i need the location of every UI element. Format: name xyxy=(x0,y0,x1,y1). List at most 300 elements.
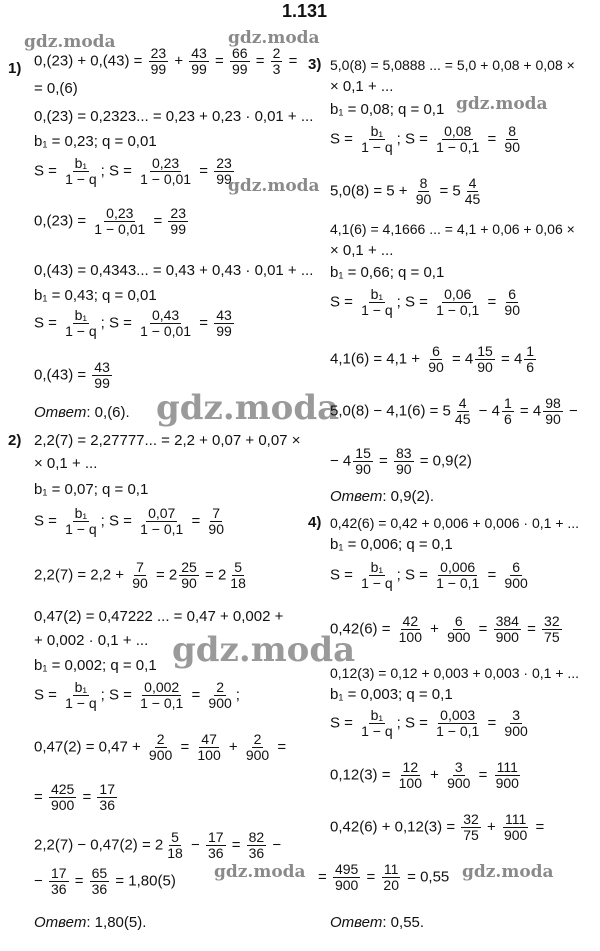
text: = 4 xyxy=(519,402,542,420)
problem-number: 3) xyxy=(308,56,322,73)
text: = xyxy=(277,738,287,756)
fraction xyxy=(92,206,147,237)
denominator: 90 xyxy=(415,191,432,207)
equation-line: 2,2(7) = 2,27777... = 2,2 + 0,07 + 0,07 × xyxy=(34,432,301,449)
denominator: 900 xyxy=(495,775,519,791)
text: = xyxy=(487,566,497,584)
denominator: 1 − q xyxy=(361,575,393,591)
answer-label: Ответ xyxy=(34,914,87,931)
denominator: 90 xyxy=(504,302,520,318)
denominator: 1 − 0,01 xyxy=(140,323,192,339)
denominator: 1 − q xyxy=(361,302,393,318)
sum-formula xyxy=(34,506,228,537)
text: = 4 xyxy=(501,350,523,368)
numerator: b₁ xyxy=(370,286,384,302)
denominator: 90 xyxy=(181,575,197,591)
fraction xyxy=(359,560,395,591)
text: = xyxy=(231,836,241,854)
numerator: b₁ xyxy=(74,505,88,521)
numerator: 7 xyxy=(136,559,144,575)
numerator: 2 xyxy=(156,731,165,747)
denominator: 1 − q xyxy=(65,171,97,187)
text: ; S = xyxy=(100,314,132,332)
text: + xyxy=(430,766,439,784)
denominator: 90 xyxy=(355,461,371,477)
numerator: 23 xyxy=(170,205,186,221)
denominator: 100 xyxy=(398,775,422,791)
numerator: 495 xyxy=(334,861,359,877)
numerator: 66 xyxy=(231,45,248,61)
fraction xyxy=(179,560,199,591)
fraction xyxy=(130,560,150,591)
equation-line: b₁ = 0,66; q = 0,1 xyxy=(330,264,445,281)
fraction xyxy=(92,360,112,391)
text: = xyxy=(379,452,388,470)
text: − xyxy=(191,836,200,854)
denominator: 36 xyxy=(248,845,265,861)
answer-value: : 1,80(5). xyxy=(86,914,147,931)
numerator: 98 xyxy=(545,395,561,411)
text: = 5 xyxy=(439,182,461,200)
text: = xyxy=(191,686,201,704)
numerator: 1 xyxy=(526,343,535,359)
fraction xyxy=(397,760,424,791)
text: = 0,9(2) xyxy=(419,452,472,470)
numerator: 43 xyxy=(216,307,232,323)
numerator: 6 xyxy=(454,613,463,629)
numerator: 6 xyxy=(512,559,520,575)
denominator: 900 xyxy=(334,877,359,893)
text: = xyxy=(487,293,497,311)
numerator: b₁ xyxy=(370,123,384,139)
equation-line xyxy=(34,732,286,763)
fraction xyxy=(244,732,271,763)
denominator: 1 − q xyxy=(65,521,97,537)
text: = 0,55 xyxy=(407,868,450,886)
answer xyxy=(34,404,130,422)
answer-label: Ответ xyxy=(330,488,383,505)
text: = xyxy=(527,620,536,638)
answer-value: : 0,55. xyxy=(382,914,425,931)
numerator: 0,06 xyxy=(444,286,472,302)
equation-line: × 0,1 + ... xyxy=(330,78,394,95)
fraction xyxy=(494,614,521,645)
equation-line: b₁ = 0,43; q = 0,01 xyxy=(34,287,157,304)
text: S = xyxy=(330,130,353,148)
denominator: 1 − q xyxy=(65,695,97,711)
denominator: 99 xyxy=(231,61,248,77)
denominator: 900 xyxy=(208,695,232,711)
numerator: 4 xyxy=(468,175,477,191)
numerator: 17 xyxy=(50,865,67,881)
denominator: 1 − q xyxy=(361,723,393,739)
text: ; S = xyxy=(396,293,428,311)
numerator: 43 xyxy=(191,45,207,61)
denominator: 45 xyxy=(464,191,481,207)
text: = xyxy=(478,766,488,784)
numerator: 42 xyxy=(402,613,419,629)
denominator: 100 xyxy=(398,629,422,645)
equation-line xyxy=(34,360,114,391)
text: ; S = xyxy=(100,512,132,530)
numerator: b₁ xyxy=(370,707,384,723)
denominator: 36 xyxy=(207,845,224,861)
equation-line: × 0,1 + ... xyxy=(34,455,98,472)
denominator: 900 xyxy=(495,629,519,645)
numerator: 6 xyxy=(432,343,440,359)
equation-line xyxy=(34,46,297,77)
fraction xyxy=(359,287,395,318)
text: = xyxy=(199,162,209,180)
numerator: 23 xyxy=(216,155,232,171)
fraction xyxy=(228,560,248,591)
denominator: 900 xyxy=(504,575,528,591)
text: S = xyxy=(330,293,353,311)
fraction xyxy=(271,46,283,77)
numerator: 8 xyxy=(419,175,428,191)
denominator: 99 xyxy=(94,375,110,391)
problem-number: 4) xyxy=(308,514,322,531)
text: = xyxy=(318,868,327,886)
fraction xyxy=(359,708,395,739)
numerator: 0,23 xyxy=(106,205,134,221)
equation-line xyxy=(34,560,250,591)
text: = xyxy=(199,314,209,332)
denominator: 900 xyxy=(447,629,471,645)
numerator: 32 xyxy=(463,811,479,827)
numerator: 384 xyxy=(495,613,519,629)
fraction xyxy=(394,446,414,477)
denominator: 99 xyxy=(216,171,232,187)
denominator: 900 xyxy=(503,827,528,843)
numerator: 11 xyxy=(383,861,399,877)
denominator: 90 xyxy=(395,461,412,477)
watermark: gdz.moda xyxy=(156,388,340,428)
numerator: 7 xyxy=(212,505,221,521)
numerator: 17 xyxy=(207,829,224,845)
denominator: 18 xyxy=(230,575,246,591)
denominator: 1 − 0,1 xyxy=(436,302,480,318)
fraction xyxy=(49,782,76,813)
numerator: 6 xyxy=(508,286,517,302)
text: 2,2(7) = 2,2 + xyxy=(34,566,125,584)
denominator: 36 xyxy=(99,797,115,813)
text: = xyxy=(82,788,92,806)
text: = xyxy=(255,52,265,70)
fraction xyxy=(63,156,99,187)
sum-formula xyxy=(330,124,524,155)
equation-line xyxy=(34,830,281,861)
text: S = xyxy=(34,162,57,180)
answer-label: Ответ xyxy=(330,914,383,931)
text: = xyxy=(153,212,163,230)
fraction xyxy=(168,206,188,237)
fraction xyxy=(63,308,99,339)
numerator: b₁ xyxy=(370,559,384,575)
equation-line: = 0,(6) xyxy=(34,80,78,97)
denominator: 36 xyxy=(91,881,108,897)
text: 2,2(7) − 0,47(2) = 2 xyxy=(34,836,164,854)
text: = xyxy=(487,714,497,732)
text: = xyxy=(487,130,497,148)
answer-value: : 0,9(2). xyxy=(382,488,435,505)
fraction xyxy=(475,344,495,375)
fraction xyxy=(353,446,373,477)
numerator: 4 xyxy=(458,395,467,411)
numerator: 2 xyxy=(272,45,281,61)
text: S = xyxy=(34,314,57,332)
fraction xyxy=(426,344,446,375)
numerator: 17 xyxy=(99,781,115,797)
text: = xyxy=(366,868,376,886)
text: = 2 xyxy=(155,566,178,584)
equation-line xyxy=(330,344,538,375)
watermark: gdz.moda xyxy=(228,28,320,48)
fraction xyxy=(397,614,424,645)
numerator: 0,003 xyxy=(440,707,476,723)
denominator: 900 xyxy=(148,747,173,763)
numerator: 0,08 xyxy=(444,123,472,139)
numerator: b₁ xyxy=(74,155,88,171)
denominator: 1 − 0,01 xyxy=(140,171,192,187)
numerator: 5 xyxy=(234,559,242,575)
text: = xyxy=(34,788,43,806)
fraction xyxy=(445,760,472,791)
denominator: 36 xyxy=(50,881,67,897)
fraction xyxy=(149,46,169,77)
equation-line xyxy=(330,812,544,843)
numerator: 0,43 xyxy=(151,307,180,323)
denominator: 90 xyxy=(208,521,224,537)
denominator: 1 − q xyxy=(65,323,97,339)
numerator: 0,23 xyxy=(151,155,180,171)
numerator: 5 xyxy=(171,829,179,845)
fraction xyxy=(502,396,514,427)
fraction xyxy=(502,287,522,318)
denominator: 18 xyxy=(167,845,183,861)
fraction xyxy=(502,124,522,155)
text: 0,(23) + 0,(43) = xyxy=(34,52,143,70)
numerator: 32 xyxy=(544,613,560,629)
equation-line xyxy=(318,862,449,893)
text: 5,0(8) − 4,1(6) = 5 xyxy=(330,402,451,420)
fraction xyxy=(434,708,481,739)
fraction xyxy=(90,866,110,897)
text: − 4 xyxy=(330,452,352,470)
equation-line xyxy=(330,614,564,645)
fraction xyxy=(195,732,222,763)
denominator: 6 xyxy=(503,411,512,427)
text: 0,42(6) + 0,12(3) = xyxy=(330,818,456,836)
text: S = xyxy=(34,686,57,704)
fraction xyxy=(138,156,193,187)
fraction xyxy=(138,680,185,711)
text: S = xyxy=(330,566,353,584)
fraction xyxy=(434,560,481,591)
answer xyxy=(34,914,146,932)
numerator: 3 xyxy=(454,759,463,775)
text: ; S = xyxy=(396,130,428,148)
fraction xyxy=(381,862,401,893)
numerator: 2 xyxy=(253,731,262,747)
fraction xyxy=(206,506,226,537)
denominator: 900 xyxy=(50,797,75,813)
text: 4,1(6) = 4,1 + xyxy=(330,350,421,368)
answer xyxy=(330,914,424,932)
fraction xyxy=(461,812,481,843)
text: = 1,80(5) xyxy=(115,872,176,890)
text: + xyxy=(487,818,496,836)
numerator: 425 xyxy=(50,781,75,797)
watermark: gdz.moda xyxy=(172,630,356,670)
denominator: 1 − 0,1 xyxy=(436,139,480,155)
fraction xyxy=(502,708,529,739)
equation-line xyxy=(330,760,523,791)
text: = 2 xyxy=(205,566,227,584)
equation-line xyxy=(34,866,176,897)
watermark: gdz.moda xyxy=(462,862,554,882)
text: + xyxy=(174,52,184,70)
text: − xyxy=(272,836,282,854)
numerator: 15 xyxy=(477,343,493,359)
text: = xyxy=(535,818,545,836)
equation-line: b₁ = 0,08; q = 0,1 xyxy=(330,101,445,118)
fraction xyxy=(414,176,434,207)
numerator: b₁ xyxy=(74,307,88,323)
text: + xyxy=(228,738,238,756)
sum-formula xyxy=(330,708,532,739)
text: ; xyxy=(235,686,240,704)
equation-line xyxy=(330,446,472,477)
denominator: 99 xyxy=(216,323,232,339)
equation-line: 0,(43) = 0,4343... = 0,43 + 0,43 · 0,01 + ... xyxy=(34,262,314,279)
fraction xyxy=(543,396,563,427)
numerator: 0,006 xyxy=(440,559,476,575)
numerator: 1 xyxy=(503,395,512,411)
numerator: 0,07 xyxy=(148,505,176,521)
fraction xyxy=(502,560,529,591)
equation-line xyxy=(330,176,484,207)
fraction xyxy=(230,46,250,77)
fraction xyxy=(494,760,521,791)
fraction xyxy=(359,124,395,155)
sum-formula xyxy=(330,287,524,318)
text: = xyxy=(191,512,201,530)
fraction xyxy=(333,862,360,893)
numerator: 111 xyxy=(504,811,527,827)
fraction xyxy=(453,396,473,427)
denominator: 100 xyxy=(197,747,221,763)
fraction xyxy=(206,680,233,711)
denominator: 90 xyxy=(477,359,493,375)
fraction xyxy=(97,782,117,813)
text: S = xyxy=(330,714,353,732)
text: 0,42(6) = xyxy=(330,620,391,638)
fraction xyxy=(147,732,174,763)
answer-label: Ответ xyxy=(34,404,87,421)
numerator: 43 xyxy=(94,359,110,375)
equation-line xyxy=(34,782,119,813)
equation-line: 0,12(3) = 0,12 + 0,003 + 0,003 · 0,1 + ... xyxy=(330,665,580,681)
text: = xyxy=(74,872,84,890)
text: = xyxy=(288,52,298,70)
fraction xyxy=(138,308,193,339)
equation-line: × 0,1 + ... xyxy=(330,242,394,259)
sum-formula xyxy=(330,560,532,591)
text: 5,0(8) = 5 + xyxy=(330,182,408,200)
fraction xyxy=(502,812,529,843)
fraction xyxy=(63,506,99,537)
equation-line: 0,47(2) = 0,47222 ... = 0,47 + 0,002 + xyxy=(34,608,284,625)
text: = 4 xyxy=(451,350,474,368)
numerator: 25 xyxy=(181,559,197,575)
page-title: 1.131 xyxy=(282,1,328,21)
equation-line: 4,1(6) = 4,1666 ... = 4,1 + 0,06 + 0,06 × xyxy=(330,221,575,237)
fraction xyxy=(542,614,562,645)
fraction xyxy=(445,614,472,645)
text: ; S = xyxy=(100,686,132,704)
denominator: 90 xyxy=(545,411,561,427)
equation-line: b₁ = 0,006; q = 0,1 xyxy=(330,536,453,553)
answer-value: : 0,(6). xyxy=(86,404,130,421)
equation-line: b₁ = 0,003; q = 0,1 xyxy=(330,686,453,703)
denominator: 90 xyxy=(132,575,148,591)
numerator: 23 xyxy=(150,45,167,61)
text: 0,47(2) = 0,47 + xyxy=(34,738,141,756)
numerator: 0,002 xyxy=(144,679,180,695)
equation-line xyxy=(330,396,578,427)
text: 0,(23) = xyxy=(34,212,87,230)
fraction xyxy=(214,308,234,339)
numerator: 83 xyxy=(395,445,412,461)
denominator: 20 xyxy=(383,877,399,893)
text: = xyxy=(478,620,488,638)
equation-line: 5,0(8) = 5,0888 ... = 5,0 + 0,08 + 0,08 × xyxy=(330,57,575,73)
text: − xyxy=(568,402,578,420)
fraction xyxy=(206,830,226,861)
denominator: 900 xyxy=(504,723,528,739)
equation-line: + 0,002 · 0,1 + ... xyxy=(34,632,149,649)
denominator: 99 xyxy=(150,61,167,77)
denominator: 900 xyxy=(447,775,471,791)
denominator: 1 − 0,1 xyxy=(140,695,184,711)
fraction xyxy=(63,680,99,711)
denominator: 1 − 0,1 xyxy=(140,521,184,537)
text: ; S = xyxy=(396,714,428,732)
numerator: 82 xyxy=(248,829,265,845)
watermark: gdz.moda xyxy=(228,176,320,196)
numerator: 8 xyxy=(508,123,517,139)
fraction xyxy=(189,46,209,77)
text: ; S = xyxy=(396,566,428,584)
fraction xyxy=(214,156,234,187)
equation-line: 0,(23) = 0,2323... = 0,23 + 0,23 · 0,01 + ... xyxy=(34,108,314,125)
denominator: 900 xyxy=(245,747,270,763)
numerator: 111 xyxy=(496,759,518,775)
denominator: 1 − 0,1 xyxy=(436,575,480,591)
equation-line xyxy=(34,206,190,237)
fraction xyxy=(463,176,483,207)
denominator: 3 xyxy=(272,61,281,77)
text: = xyxy=(180,738,190,756)
fraction xyxy=(434,124,481,155)
denominator: 75 xyxy=(463,827,479,843)
sum-formula xyxy=(34,156,236,187)
text: ; S = xyxy=(100,162,132,180)
denominator: 99 xyxy=(170,221,186,237)
watermark: gdz.moda xyxy=(456,94,548,114)
fraction xyxy=(165,830,185,861)
